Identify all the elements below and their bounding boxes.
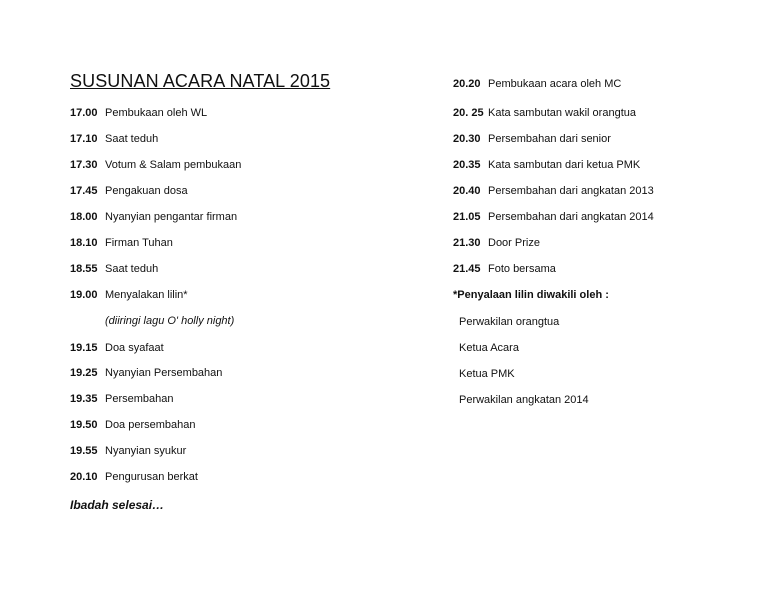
- item-label: Doa syafaat: [105, 342, 164, 354]
- item-label: Doa persembahan: [105, 419, 196, 431]
- schedule-item: [453, 157, 640, 173]
- item-time: 19.00: [70, 289, 98, 301]
- schedule-item: [70, 417, 196, 433]
- item-label: Pengurusan berkat: [105, 471, 198, 483]
- schedule-item: [70, 183, 188, 199]
- schedule-item: [70, 209, 237, 225]
- schedule-item: [70, 235, 173, 251]
- schedule-item: [453, 235, 540, 251]
- item-label: Nyanyian syukur: [105, 445, 187, 457]
- schedule-item: [453, 105, 636, 121]
- item-label: Persembahan dari senior: [488, 133, 611, 145]
- schedule-item: [70, 261, 158, 277]
- item-time: 20.10: [70, 471, 98, 483]
- representative-item: Perwakilan orangtua: [459, 316, 560, 328]
- item-label: Votum & Salam pembukaan: [105, 159, 242, 171]
- item-label: Kata sambutan wakil orangtua: [488, 107, 636, 119]
- item-time: 21.45: [453, 263, 481, 275]
- item-label: Saat teduh: [105, 263, 159, 275]
- page-title: SUSUNAN ACARA NATAL 2015: [70, 71, 331, 91]
- item-time: 20. 25: [453, 107, 484, 119]
- schedule-note: [70, 313, 234, 329]
- schedule-item: [453, 183, 654, 199]
- schedule-item: [453, 261, 556, 277]
- candle-heading: *Penyalaan lilin diwakili oleh :: [453, 289, 609, 301]
- schedule-item: [70, 443, 186, 459]
- item-time: 21.05: [453, 211, 481, 223]
- schedule-item: [70, 287, 188, 303]
- item-label: Foto bersama: [488, 263, 556, 275]
- item-time: 18.10: [70, 237, 98, 249]
- schedule-item: [70, 391, 174, 407]
- representative-item: Ketua PMK: [459, 368, 515, 380]
- item-time: 21.30: [453, 237, 481, 249]
- item-time: 20.30: [453, 133, 481, 145]
- item-time: 17.10: [70, 133, 98, 145]
- schedule-item: [70, 157, 241, 173]
- item-time: 19.15: [70, 342, 98, 354]
- item-label: Persembahan dari angkatan 2014: [488, 211, 654, 223]
- item-time: 19.50: [70, 419, 98, 431]
- closing-text: Ibadah selesai…: [70, 498, 165, 512]
- item-label: Firman Tuhan: [105, 237, 173, 249]
- item-label: Pengakuan dosa: [105, 185, 188, 197]
- item-label: Kata sambutan dari ketua PMK: [488, 159, 641, 171]
- item-label: Door Prize: [488, 237, 540, 249]
- item-label: Nyanyian Persembahan: [105, 367, 223, 379]
- schedule-item: [453, 76, 621, 92]
- schedule-item: [453, 209, 654, 225]
- item-label: Pembukaan oleh WL: [105, 107, 208, 119]
- schedule-item: [70, 469, 198, 485]
- item-label: (diiringi lagu O' holly night): [105, 315, 235, 327]
- item-label: Persembahan: [105, 393, 174, 405]
- item-time: 19.35: [70, 393, 98, 405]
- representative-item: Ketua Acara: [459, 342, 519, 354]
- item-label: Saat teduh: [105, 133, 159, 145]
- item-time: 19.55: [70, 445, 98, 457]
- schedule-item: [70, 131, 158, 147]
- item-label: Menyalakan lilin*: [105, 289, 188, 301]
- schedule-item: [453, 131, 611, 147]
- item-time: 20.35: [453, 159, 481, 171]
- item-label: Persembahan dari angkatan 2013: [488, 185, 654, 197]
- item-time: 18.55: [70, 263, 98, 275]
- item-time: 20.40: [453, 185, 481, 197]
- schedule-item: [70, 340, 164, 356]
- schedule-item: [70, 365, 222, 381]
- item-label: Pembukaan acara oleh MC: [488, 78, 622, 90]
- item-time: 20.20: [453, 78, 481, 90]
- item-time: 18.00: [70, 211, 98, 223]
- item-time: 19.25: [70, 367, 98, 379]
- item-time: 17.45: [70, 185, 98, 197]
- representative-item: Perwakilan angkatan 2014: [459, 394, 589, 406]
- schedule-item: [70, 105, 207, 121]
- item-time: 17.00: [70, 107, 98, 119]
- item-time: 17.30: [70, 159, 98, 171]
- item-label: Nyanyian pengantar firman: [105, 211, 238, 223]
